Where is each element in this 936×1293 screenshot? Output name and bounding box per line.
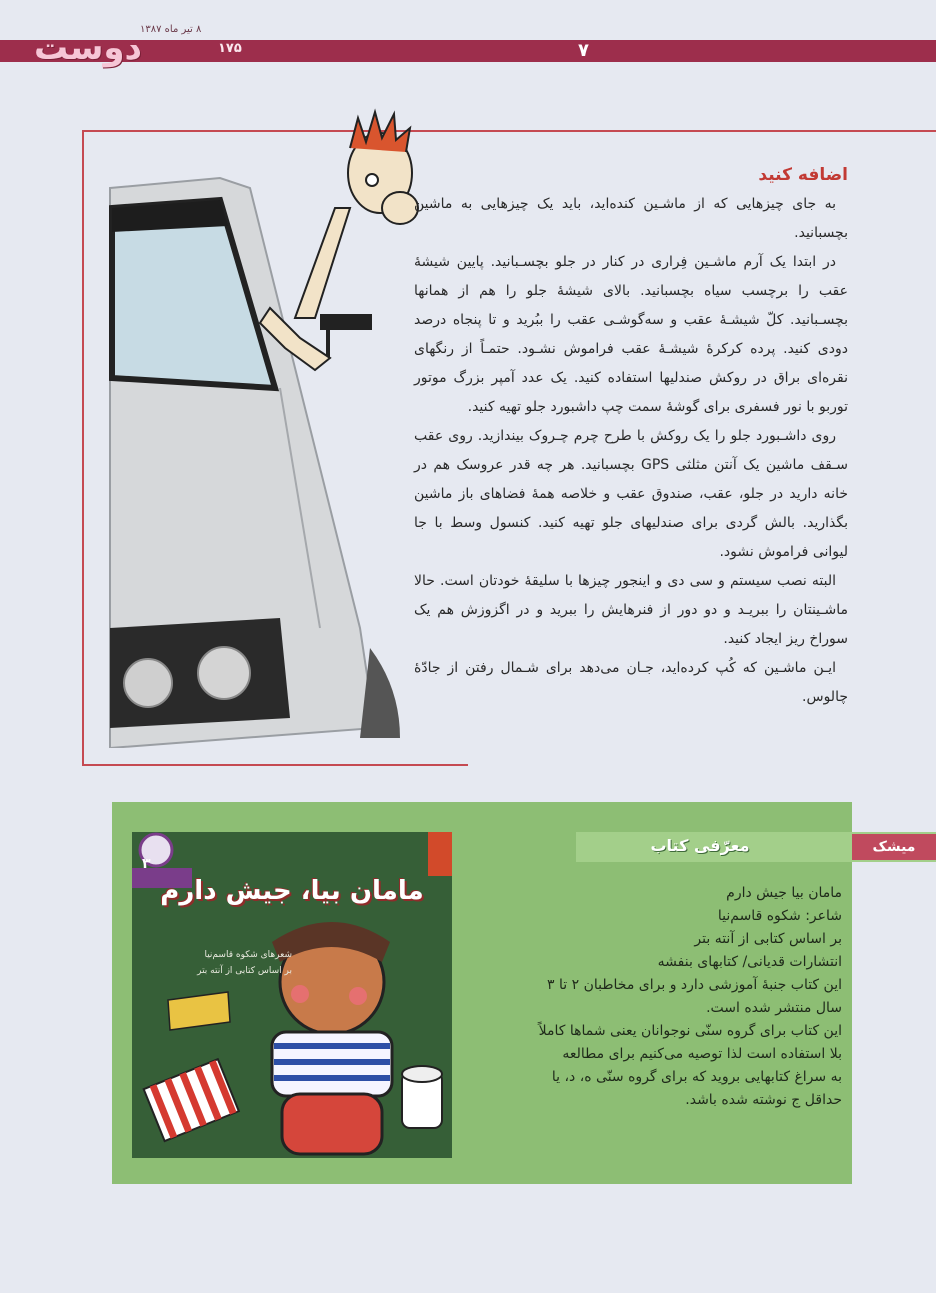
book-info-line: شاعر: شکوه قاسم‌نیا (717, 908, 842, 924)
book-info-line: این کتاب برای گروه سنّی نوجوانان یعنی شماها کاملاً (538, 1023, 842, 1039)
series-tag: میشک (852, 834, 936, 860)
book-info-line: سال منتشر شده است. (706, 1000, 842, 1016)
frame-line-bottom (82, 764, 468, 766)
article-title: اضافه کنید (758, 165, 848, 185)
page-number: ۷ (578, 40, 589, 61)
issue-number: ۱۷۵ (218, 41, 242, 56)
article (414, 162, 848, 712)
book-info-line: این کتاب جنبهٔ آموزشی دارد و برای مخاطبان ۲ تا ۳ (547, 977, 842, 993)
article-paragraph: به جای چیزهایی که از ماشـین کنده‌اید، باید یک چیزهایی به ماشین بچسبانید. (414, 196, 848, 241)
cover-subtitle: بر اساس کتابی از آنته بتر (197, 966, 292, 976)
cover-subtitle: شعرهای شکوه قاسم‌نیا (204, 950, 292, 960)
book-cover (132, 832, 452, 1158)
book-info-line: بلا استفاده است لذا توصیه می‌کنیم برای مطالعه (562, 1046, 842, 1062)
magazine-logo: دوست (34, 28, 143, 68)
article-paragraph: در ابتدا یک آرم ماشـین فِراری در کنار در جلو بچسـبانید. پایین شیشهٔ عقب را برچسب سیاه بچسبانید. بالای شیشهٔ جلو را هم از همانها بچسـبانید. کلّ شیشـهٔ عقب و سه‌گوشـی عقب را ببُرید و تا پنجاه درصد دودی کنید. پرده کرکرهٔ شیشـهٔ عقب فراموش نشـود. حتمـاً از رنگهای نقره‌ای براق در روکش صندلیها استفاده کنید. یک عدد آمپر بزرگ موتور توربو با نور فسفری برای گوشهٔ سمت چپ داشبورد جلو تهیه کنید. (414, 254, 848, 415)
book-info-line: بر اساس کتابی از آنته بتر (694, 931, 842, 947)
issue-date: ۸ تیر ماه ۱۳۸۷ (140, 24, 202, 35)
car-illustration (100, 108, 430, 748)
book-info-line: حداقل ج نوشته شده باشد. (685, 1092, 842, 1108)
headlight-left-icon (124, 659, 172, 707)
cover-series-number: ۳ (142, 856, 151, 872)
book-info-line: مامان بیا جیش دارم (726, 885, 842, 901)
book-info-line: انتشارات قدیانی/ کتابهای بنفشه (657, 954, 842, 970)
article-paragraph: البته نصب سیستم و سی دی و اینجور چیزها با سلیقهٔ خودتان است. حالا ماشـینتان را ببریـد و دو دور از فنرهایش را ببرید و در اگزوزش هم یک سوراخ ریز ایجاد کنید. (414, 573, 848, 647)
frame-line-left (82, 130, 84, 766)
book-info (498, 882, 842, 1112)
article-paragraph: ایـن ماشـین که کُپ کرده‌اید، جـان می‌دهد برای شـمال رفتن از جادّهٔ چالوس. (414, 660, 848, 705)
cover-title: مامان بیا، جیش دارم (160, 876, 424, 906)
headlight-right-icon (198, 647, 250, 699)
article-paragraph: روی داشـبورد جلو را یک روکش با طرح چرم چـروک بیندازید. روی عقب سـقف ماشین یک آنتن مثلثی GPS بچسبانید. هر چه قدر عروسک هم در خانه دارید در جلو، عقب، صندوق عقب و خلاصه همهٔ فضاهای باز ماشین بگذارید. بالش گردی برای صندلیهای جلو تهیه کنید. کنسول وسط با جا لیوانی فراموش نشود. (414, 428, 848, 560)
section-title: معرّفی کتاب (650, 836, 750, 855)
book-info-line: به سراغ کتابهایی بروید که برای گروه سنّی ه، د، یا (551, 1069, 842, 1085)
